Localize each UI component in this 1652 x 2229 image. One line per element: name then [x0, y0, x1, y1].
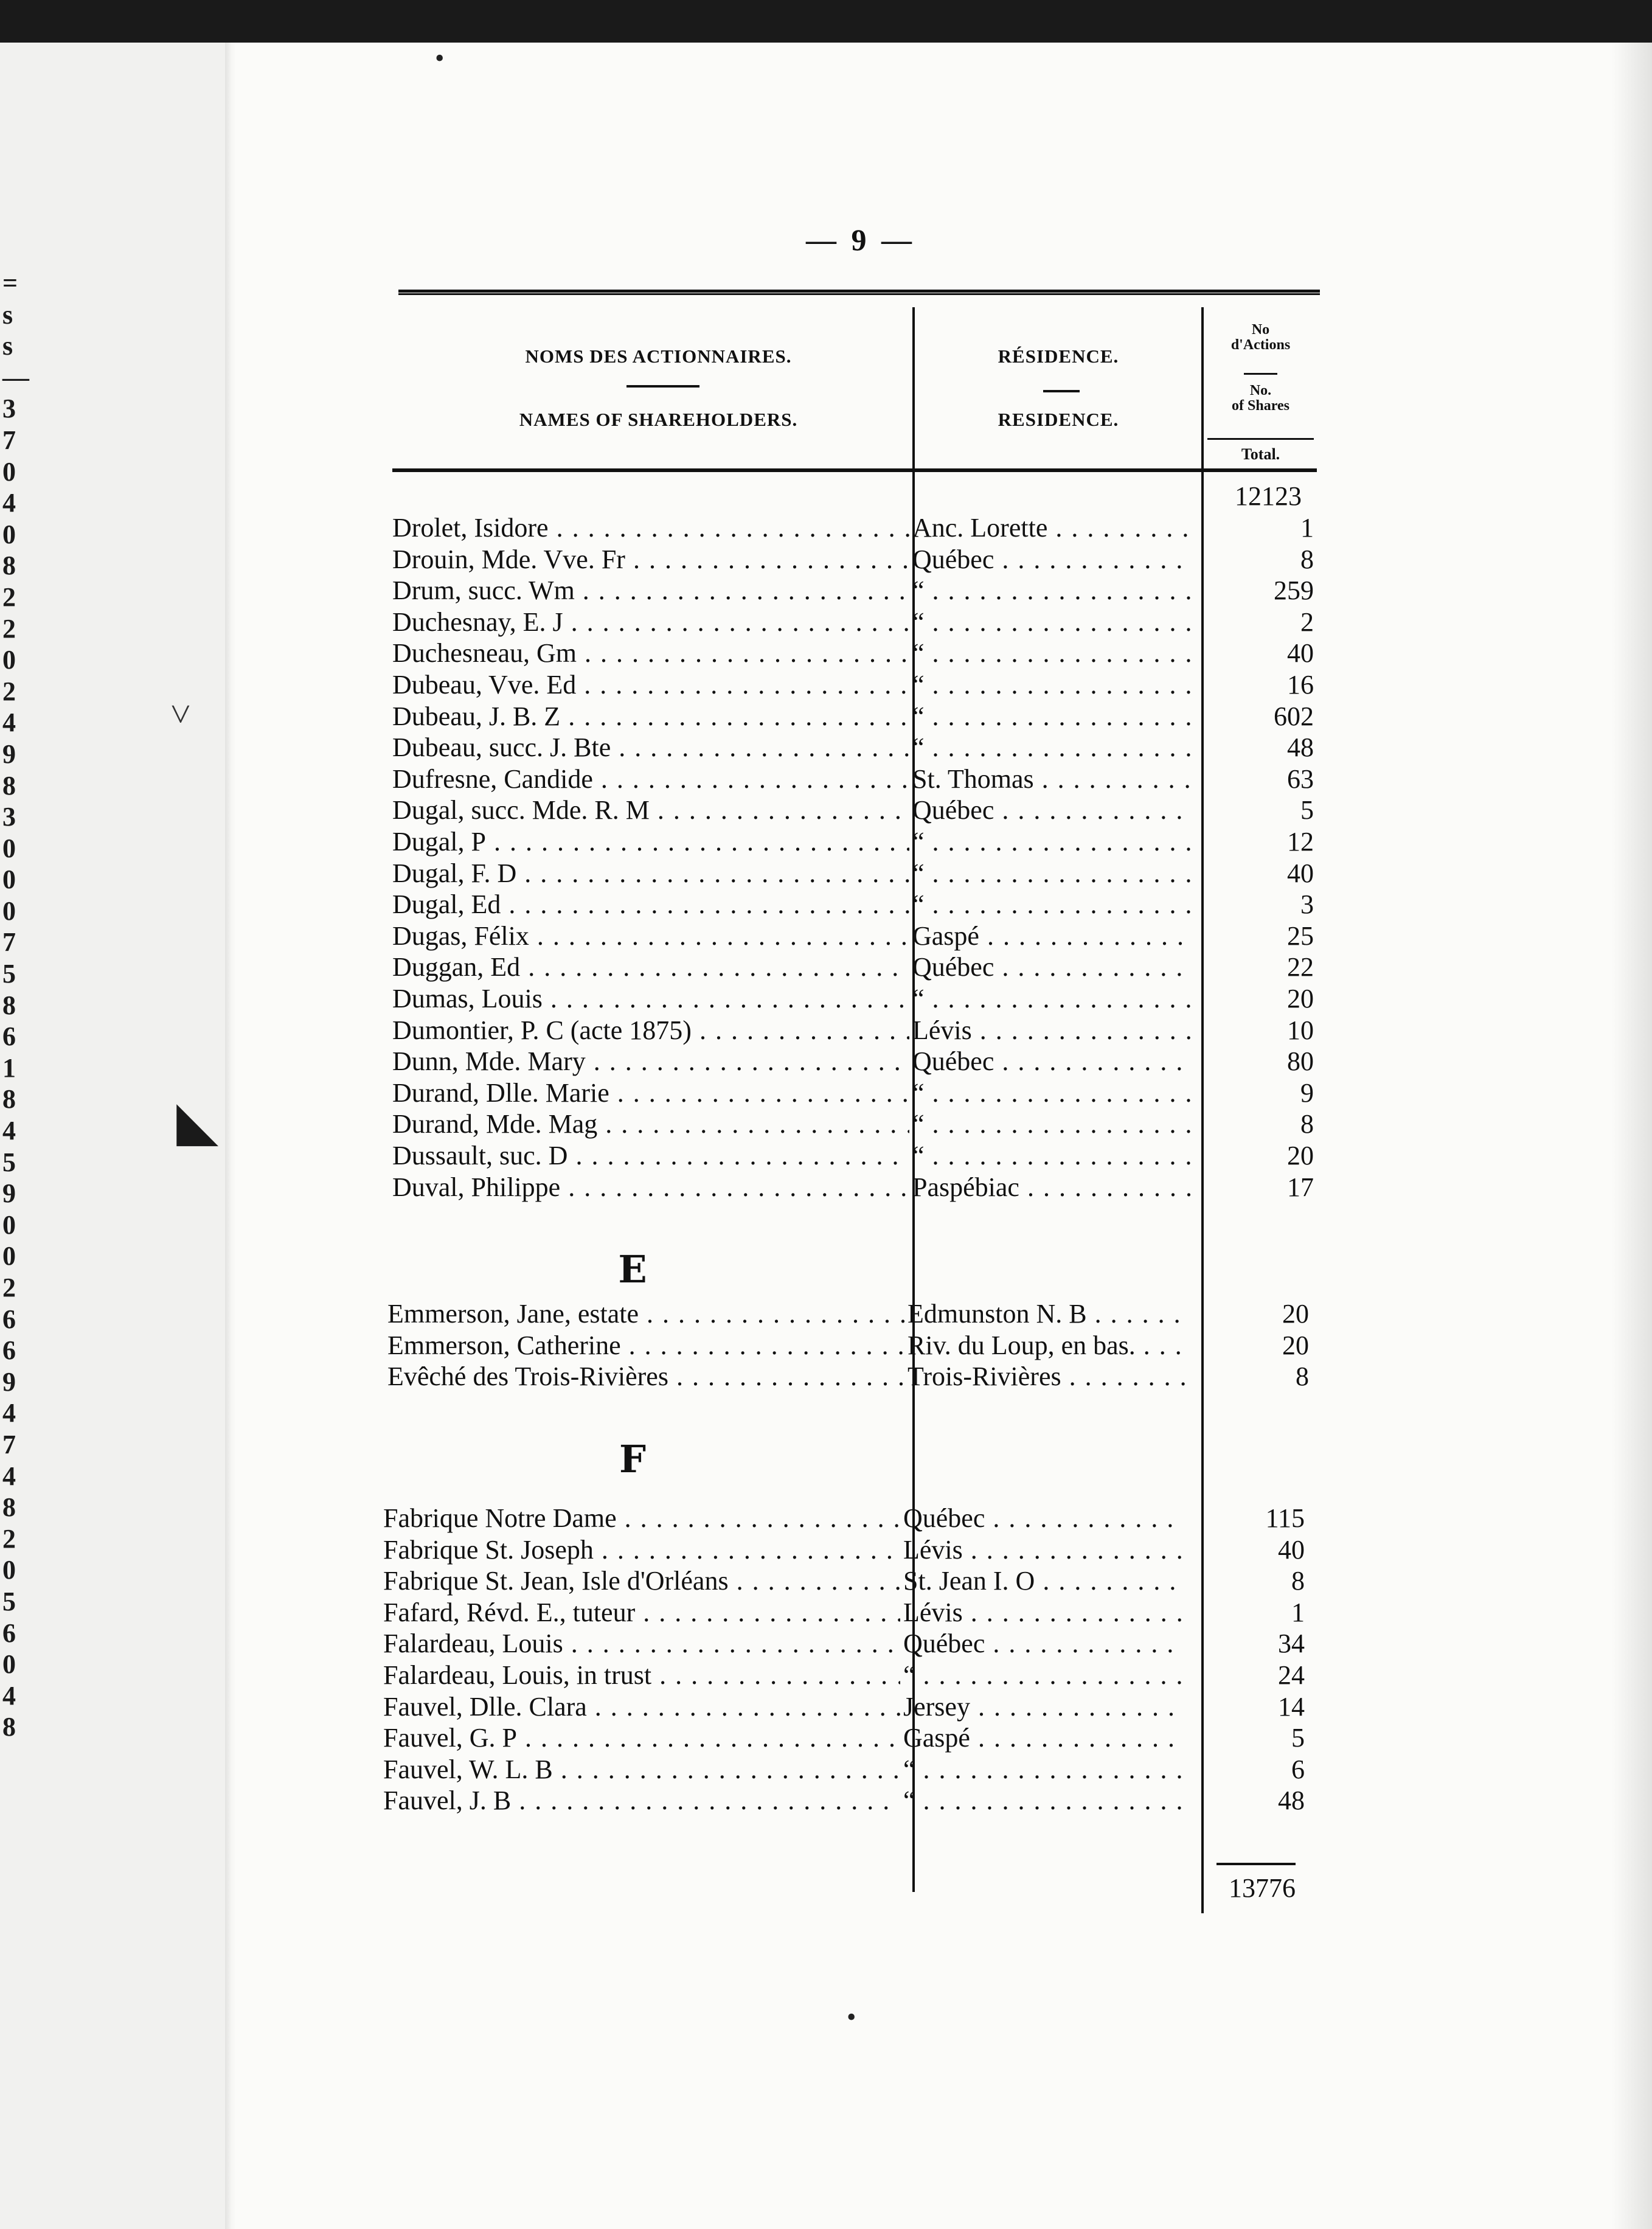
- shareholder-name: Dugal, F. D . . .: [392, 858, 909, 889]
- share-count: 40: [1278, 1534, 1305, 1565]
- sum-rule: [1216, 1863, 1296, 1865]
- share-count: 8: [1291, 1566, 1305, 1596]
- shareholder-name: Duggan, Ed . . .: [392, 951, 909, 983]
- previous-page-digit: 6: [2, 1618, 16, 1648]
- share-count: 14: [1278, 1691, 1305, 1722]
- shareholder-name: Dubeau, J. B. Z . . .: [392, 701, 909, 732]
- share-count: 6: [1291, 1754, 1305, 1784]
- shareholder-residence: Lévis . . .: [912, 1015, 1192, 1046]
- shareholder-residence: “ . . .: [912, 1077, 1192, 1109]
- shareholder-residence: St. Thomas . . .: [912, 763, 1192, 795]
- share-count: 20: [1282, 1299, 1309, 1329]
- shareholder-name: Evêché des Trois-Rivières . . .: [387, 1361, 904, 1393]
- share-count: 34: [1278, 1629, 1305, 1659]
- shareholder-name: Durand, Dlle. Marie . . .: [392, 1077, 909, 1109]
- previous-page-digit: 0: [2, 1555, 16, 1585]
- page-number: — 9 —: [806, 223, 915, 257]
- table-row: [383, 1503, 1308, 1534]
- shareholder-name: Duchesnay, E. J . . .: [392, 607, 909, 638]
- share-count: 80: [1287, 1046, 1314, 1077]
- shareholder-residence: “ . . .: [912, 1108, 1192, 1140]
- header-total: Total.: [1241, 445, 1280, 463]
- shareholder-residence: “ . . .: [903, 1660, 1183, 1691]
- table-row: [392, 795, 1317, 826]
- shareholder-name: Falardeau, Louis . . .: [383, 1628, 900, 1660]
- shareholder-residence: Riv. du Loup, en bas. . . .: [908, 1330, 1187, 1361]
- header-shares-en-line2: of Shares: [1232, 398, 1289, 414]
- previous-page-digit: 8: [2, 551, 16, 581]
- share-count: 17: [1287, 1172, 1314, 1202]
- header-residence-en: RESIDENCE.: [998, 409, 1119, 430]
- table-row: [383, 1597, 1308, 1629]
- header-names-en: NAMES OF SHAREHOLDERS.: [519, 409, 798, 430]
- shareholder-name: Emmerson, Jane, estate . . .: [387, 1298, 904, 1330]
- previous-page-digit: 0: [2, 864, 16, 895]
- previous-page-digit: 2: [2, 676, 16, 706]
- previous-page-digit: 4: [2, 1398, 16, 1428]
- ink-blot: ◣: [176, 1091, 219, 1152]
- shareholder-name: Dugas, Félix . . .: [392, 920, 909, 952]
- shareholder-name: Emmerson, Catherine . . .: [387, 1330, 904, 1361]
- shareholder-name: Drouin, Mde. Vve. Fr . . .: [392, 544, 909, 576]
- table-row: [392, 607, 1317, 638]
- header-shares-fr-line2: d'Actions: [1230, 337, 1291, 353]
- shareholder-residence: Paspébiac . . .: [912, 1172, 1192, 1203]
- section-letter: F: [619, 1437, 647, 1481]
- previous-page-digit: =: [2, 268, 18, 298]
- shareholder-residence: Edmunston N. B . . .: [908, 1298, 1187, 1330]
- table-row: [392, 638, 1317, 669]
- previous-page-column-digits: [2, 268, 29, 1743]
- header-shares-rule: [1207, 438, 1314, 440]
- shareholder-name: Falardeau, Louis, in trust . . .: [383, 1660, 900, 1691]
- share-count: 22: [1287, 952, 1314, 982]
- table-row: [383, 1565, 1308, 1597]
- share-count: 10: [1287, 1015, 1314, 1045]
- shareholder-residence: “ . . .: [903, 1785, 1183, 1817]
- carried-forward-total: 12123: [1235, 481, 1302, 511]
- table-row: [392, 1172, 1317, 1203]
- table-row: [383, 1691, 1308, 1723]
- shareholder-name: Dubeau, succ. J. Bte . . .: [392, 732, 909, 763]
- table-row: [383, 1722, 1308, 1754]
- shareholder-name: Fauvel, Dlle. Clara . . .: [383, 1691, 900, 1723]
- shareholder-residence: Gaspé . . .: [912, 920, 1192, 952]
- header-shares-en-line1: No.: [1249, 383, 1272, 398]
- table-row: [392, 1108, 1317, 1140]
- table-row: [387, 1298, 1312, 1330]
- table-row: [392, 669, 1317, 701]
- shareholder-name: Fabrique St. Jean, Isle d'Orléans . . .: [383, 1565, 900, 1597]
- shareholder-name: Fafard, Révd. E., tuteur . . .: [383, 1597, 900, 1629]
- previous-page-digit: 4: [2, 488, 16, 518]
- previous-page-digit: 0: [2, 1241, 16, 1271]
- shareholder-name: Fauvel, W. L. B . . .: [383, 1754, 900, 1786]
- previous-page-digit: 8: [2, 990, 16, 1020]
- previous-page-digit: 2: [2, 1273, 16, 1302]
- shareholder-residence: Québec . . .: [903, 1628, 1183, 1660]
- table-row: [392, 701, 1317, 732]
- shareholder-residence: Québec . . .: [912, 951, 1192, 983]
- shareholder-residence: “ . . .: [912, 826, 1192, 858]
- shareholder-residence: “ . . .: [912, 669, 1192, 701]
- previous-page-digit: 0: [2, 519, 16, 549]
- previous-page-digit: 7: [2, 425, 16, 455]
- shareholder-residence: Trois-Rivières . . .: [908, 1361, 1187, 1393]
- header-shares-fr-line1: No: [1251, 322, 1270, 338]
- previous-page-digit: 0: [2, 456, 16, 487]
- shareholder-name: Dugal, Ed . . .: [392, 889, 909, 920]
- page-edge-shadow: [1612, 43, 1652, 2229]
- header-divider-dash: [626, 385, 699, 388]
- shareholder-residence: Québec . . .: [912, 795, 1192, 826]
- share-count: 40: [1287, 638, 1314, 669]
- shareholder-name: Fabrique St. Joseph . . .: [383, 1534, 900, 1566]
- previous-page-digit: 0: [2, 833, 16, 863]
- previous-page-digit: 4: [2, 1680, 16, 1711]
- shareholder-name: Dugal, succ. Mde. R. M . . .: [392, 795, 909, 826]
- table-row: [392, 1077, 1317, 1109]
- shareholder-residence: Lévis . . .: [903, 1534, 1183, 1566]
- previous-page-digit: 9: [2, 1178, 16, 1209]
- share-count: 8: [1300, 544, 1314, 574]
- previous-page-digit: 9: [2, 739, 16, 769]
- header-shares-fr: [1207, 322, 1314, 353]
- share-count: 48: [1287, 732, 1314, 763]
- previous-page-digit: 5: [2, 1147, 16, 1177]
- share-count: 8: [1296, 1361, 1309, 1392]
- share-count: 602: [1274, 701, 1314, 731]
- table-row: [383, 1785, 1308, 1817]
- previous-page-digit: 1: [2, 1052, 16, 1083]
- shareholder-residence: Gaspé . . .: [903, 1722, 1183, 1754]
- previous-page-digit: s: [2, 299, 13, 330]
- previous-page-digit: 3: [2, 802, 16, 832]
- shareholder-residence: “ . . .: [912, 607, 1192, 638]
- ink-speck: •: [847, 2002, 856, 2032]
- shareholder-name: Fabrique Notre Dame . . .: [383, 1503, 900, 1534]
- previous-page-digit: 0: [2, 645, 16, 675]
- table-row: [383, 1660, 1308, 1691]
- header-divider-dash: [1043, 390, 1080, 392]
- previous-page-digit: 6: [2, 1335, 16, 1366]
- shareholder-name: Drolet, Isidore . . .: [392, 512, 909, 544]
- previous-page-digit: 6: [2, 1304, 16, 1334]
- section-letter: E: [618, 1247, 647, 1292]
- shareholder-residence: Québec . . .: [903, 1503, 1183, 1534]
- table-row: [392, 951, 1317, 983]
- torn-mark: ˅: [170, 694, 191, 734]
- share-count: 2: [1300, 607, 1314, 637]
- table-row: [392, 512, 1317, 544]
- previous-page-digit: 3: [2, 394, 16, 424]
- shareholder-residence: “ . . .: [912, 575, 1192, 607]
- previous-page-digit: 4: [2, 1461, 16, 1491]
- grand-total: 13776: [1229, 1873, 1296, 1903]
- shareholder-name: Duval, Philippe . . .: [392, 1172, 909, 1203]
- share-count: 63: [1287, 763, 1314, 794]
- table-row: [392, 920, 1317, 952]
- previous-page-digit: 5: [2, 1586, 16, 1616]
- table-row: [387, 1361, 1312, 1393]
- table-row: [383, 1534, 1308, 1566]
- previous-page-digit: 8: [2, 1084, 16, 1114]
- previous-page-digit: 8: [2, 1712, 16, 1742]
- table-row: [392, 763, 1317, 795]
- page-gutter: [225, 43, 236, 2229]
- shareholder-residence: “ . . .: [912, 1140, 1192, 1172]
- shareholder-residence: “ . . .: [912, 858, 1192, 889]
- shareholder-residence: “ . . .: [912, 889, 1192, 920]
- share-count: 48: [1278, 1786, 1305, 1816]
- table-row: [392, 826, 1317, 858]
- shareholder-name: Drum, succ. Wm . . .: [392, 575, 909, 607]
- shareholder-residence: Québec . . .: [912, 544, 1192, 576]
- share-count: 5: [1300, 795, 1314, 826]
- table-row: [392, 1140, 1317, 1172]
- previous-page-digit: 4: [2, 708, 16, 738]
- share-count: 3: [1300, 889, 1314, 920]
- previous-page-digit: 8: [2, 1492, 16, 1523]
- previous-page-digit: 2: [2, 613, 16, 644]
- previous-page-digit: 2: [2, 1523, 16, 1554]
- header-shares-en: [1207, 383, 1314, 414]
- shareholder-residence: St. Jean I. O . . .: [903, 1565, 1183, 1597]
- shareholder-name: Durand, Mde. Mag . . .: [392, 1108, 909, 1140]
- shareholder-name: Dumontier, P. C (acte 1875) . . .: [392, 1015, 909, 1046]
- share-count: 24: [1278, 1660, 1305, 1690]
- shareholder-residence: Jersey . . .: [903, 1691, 1183, 1723]
- previous-page-digit: 2: [2, 582, 16, 612]
- share-count: 1: [1300, 513, 1314, 543]
- top-double-rule: [398, 290, 1320, 295]
- shareholder-residence: Lévis . . .: [903, 1597, 1183, 1629]
- shareholder-residence: “ . . .: [903, 1754, 1183, 1786]
- previous-page-digit: 4: [2, 1116, 16, 1146]
- header-names-fr: NOMS DES ACTIONNAIRES.: [525, 346, 792, 367]
- shareholder-name: Dussault, suc. D . . .: [392, 1140, 909, 1172]
- previous-page-digit: 7: [2, 1429, 16, 1459]
- table-row: [392, 889, 1317, 920]
- shareholder-residence: Anc. Lorette . . .: [912, 512, 1192, 544]
- shareholder-residence: Québec . . .: [912, 1046, 1192, 1077]
- share-count: 9: [1300, 1077, 1314, 1108]
- shareholder-residence: “ . . .: [912, 732, 1192, 763]
- share-count: 259: [1274, 576, 1314, 606]
- previous-page-digit: —: [2, 362, 29, 392]
- previous-page-digit: 5: [2, 959, 16, 989]
- table-row: [392, 983, 1317, 1015]
- share-count: 1: [1291, 1597, 1305, 1627]
- table-row: [383, 1754, 1308, 1786]
- shareholder-name: Dumas, Louis . . .: [392, 983, 909, 1015]
- header-residence-fr: RÉSIDENCE.: [998, 346, 1119, 367]
- previous-page-digit: s: [2, 331, 13, 361]
- previous-page-digit: 7: [2, 927, 16, 958]
- previous-page-digit: 9: [2, 1366, 16, 1397]
- share-count: 12: [1287, 827, 1314, 857]
- share-count: 8: [1300, 1109, 1314, 1139]
- shareholder-name: Duchesneau, Gm . . .: [392, 638, 909, 669]
- share-count: 5: [1291, 1723, 1305, 1753]
- shareholder-name: Dubeau, Vve. Ed . . .: [392, 669, 909, 701]
- table-row: [392, 732, 1317, 763]
- previous-page-digit: 8: [2, 770, 16, 801]
- ink-speck: •: [435, 43, 445, 73]
- share-count: 40: [1287, 858, 1314, 888]
- shareholder-name: Dugal, P . . .: [392, 826, 909, 858]
- share-count: 20: [1287, 984, 1314, 1014]
- shareholder-name: Dunn, Mde. Mary . . .: [392, 1046, 909, 1077]
- table-row: [392, 858, 1317, 889]
- share-count: 115: [1265, 1503, 1305, 1533]
- previous-page-digit: 0: [2, 895, 16, 926]
- shareholder-residence: “ . . .: [912, 638, 1192, 669]
- previous-page-digit: 0: [2, 1649, 16, 1680]
- header-bottom-rule: [392, 468, 1317, 472]
- shareholder-name: Fauvel, G. P . . .: [383, 1722, 900, 1754]
- share-count: 25: [1287, 920, 1314, 951]
- shareholder-name: Dufresne, Candide . . .: [392, 763, 909, 795]
- header-divider-dash: [1244, 373, 1277, 375]
- table-row: [387, 1330, 1312, 1361]
- shareholder-residence: “ . . .: [912, 983, 1192, 1015]
- table-row: [392, 575, 1317, 607]
- share-count: 16: [1287, 670, 1314, 700]
- table-row: [392, 1046, 1317, 1077]
- table-row: [383, 1628, 1308, 1660]
- table-row: [392, 544, 1317, 576]
- shareholder-name: Fauvel, J. B . . .: [383, 1785, 900, 1817]
- previous-page-digit: 0: [2, 1209, 16, 1240]
- shareholder-residence: “ . . .: [912, 701, 1192, 732]
- previous-page-digit: 6: [2, 1021, 16, 1052]
- share-count: 20: [1282, 1330, 1309, 1360]
- table-row: [392, 1015, 1317, 1046]
- share-count: 20: [1287, 1141, 1314, 1170]
